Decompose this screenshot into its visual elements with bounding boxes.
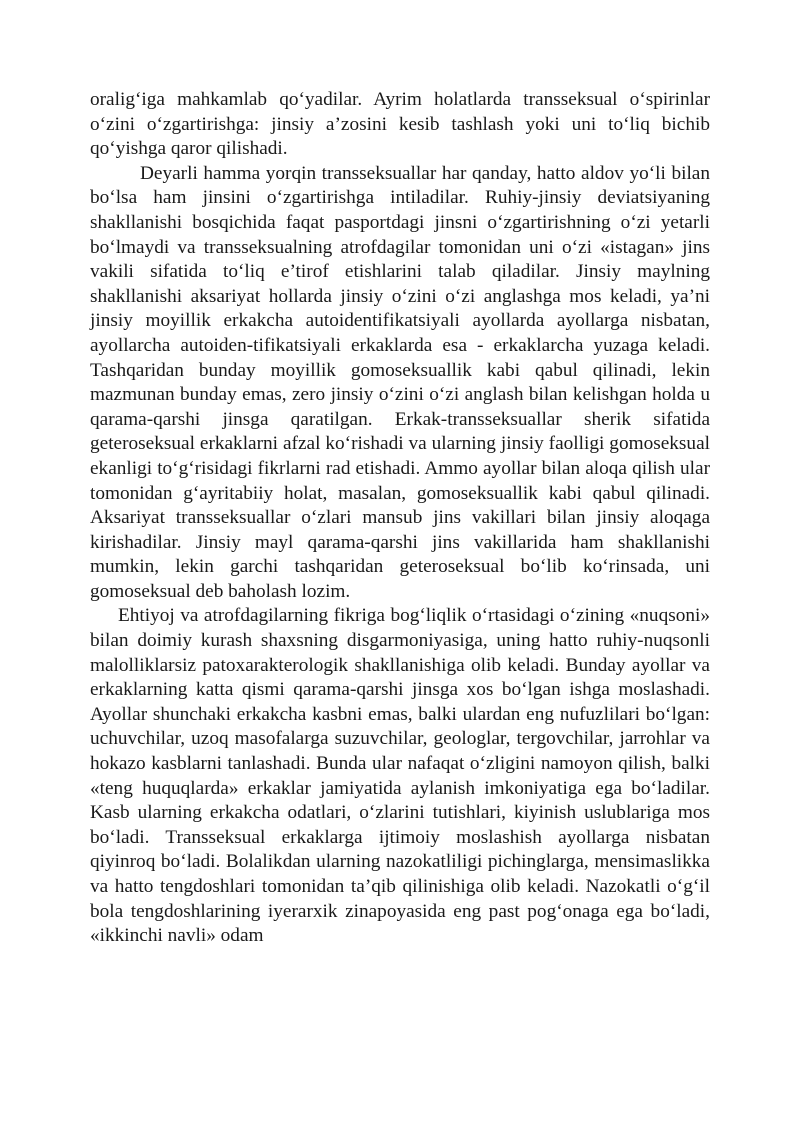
paragraph-continuation: oralig‘iga mahkamlab qo‘yadilar. Ayrim holatlarda transseksual o‘spirinlar o‘zini o‘zgartirishga: jinsiy a’zosini kesib tashlash yoki uni to‘liq bichib qo‘yishga qaror qilishadi. xyxy=(90,89,710,160)
document-page xyxy=(90,88,710,949)
paragraph-social-adaptation: Ehtiyoj va atrofdagilarning fikriga bog‘liqlik o‘rtasidagi o‘zining «nuqsoni» bilan doimiy kurash shaxsning disgarmoniyasiga, uning hatto ruhiy-nuqsonli malolliklarsiz patoxarakterologik shakllanishiga olib keladi. Bunday ayollar va erkaklarning katta qismi qarama-qarshi jinsga xos bo‘lgan ishga moslashadi. Ayollar shunchaki erkakcha kasbni emas, balki ulardan eng nufuzlilari bo‘lgan: uchuvchilar, uzoq masofalarga suzuvchilar, geologlar, tergovchilar, jarrohlar va hokazo kasblarni tanlashadi. Bunda ular nafaqat o‘zligini namoyon qilish, balki «teng huquqlarda» erkaklar jamiyatida aylanish imkoniyatiga ega bo‘ladilar. Kasb ularning erkakcha odatlari, o‘zlarini tutishlari, kiyinish uslublariga mos bo‘ladi. Transseksual erkaklarga ijtimoiy moslashish ayollarga nisbatan qiyinroq bo‘ladi. Bolalikdan ularning nazokatliligi pichinglarga, mensimaslikka va hatto tengdoshlari tomonidan ta’qib qilinishiga olib keladi. Nazokatli o‘g‘il bola tengdoshlarining iyerarxik zinapoyasida eng past pog‘onaga ega bo‘ladi, «ikkinchi navli» odam xyxy=(90,605,710,947)
paragraph-transsexual-gender-change: Deyarli hamma yorqin transseksuallar har qanday, hatto aldov yo‘li bilan bo‘lsa ham jinsini o‘zgartirishga intiladilar. Ruhiy-jinsiy deviatsiyaning shakllanishi bosqichida faqat pasportdagi jinsni o‘zgartirishning o‘zi yetarli bo‘lmaydi va transseksualning atrofdagilar tomonidan uni o‘zi «istagan» jins vakili sifatida to‘liq e’tirof etishlarini talab qiladilar. Jinsiy maylning shakllanishi aksariyat hollarda jinsiy o‘zini o‘zi anglashga mos keladi, ya’ni jinsiy moyillik erkakcha autoidentifikatsiyali ayollarda ayollarga nisbatan, ayollarcha autoiden-tifikatsiyali erkaklarda esa - erkaklarcha yuzaga keladi. Tashqaridan bunday moyillik gomoseksuallik kabi qabul qilinadi, lekin mazmunan bunday emas, zero jinsiy o‘zini o‘zi anglash bilan kelishgan holda u qarama-qarshi jinsga qaratilgan. Erkak-transseksuallar sherik sifatida geteroseksual erkaklarni afzal ko‘rishadi va ularning jinsiy faolligi gomoseksual ekanligi to‘g‘risidagi fikrlarni rad etishadi. Ammo ayollar bilan aloqa qilish ular tomonidan g‘ayritabiiy holat, masalan, gomoseksuallik kabi qabul qilinadi. Aksariyat transseksuallar o‘zlari mansub jins vakillari bilan jinsiy aloqaga kirishadilar. Jinsiy mayl qarama-qarshi jins vakillarida ham shakllanishi mumkin, lekin garchi tashqaridan geteroseksual bo‘lib ko‘rinsada, uni gomoseksual deb baholash lozim. xyxy=(90,162,710,602)
